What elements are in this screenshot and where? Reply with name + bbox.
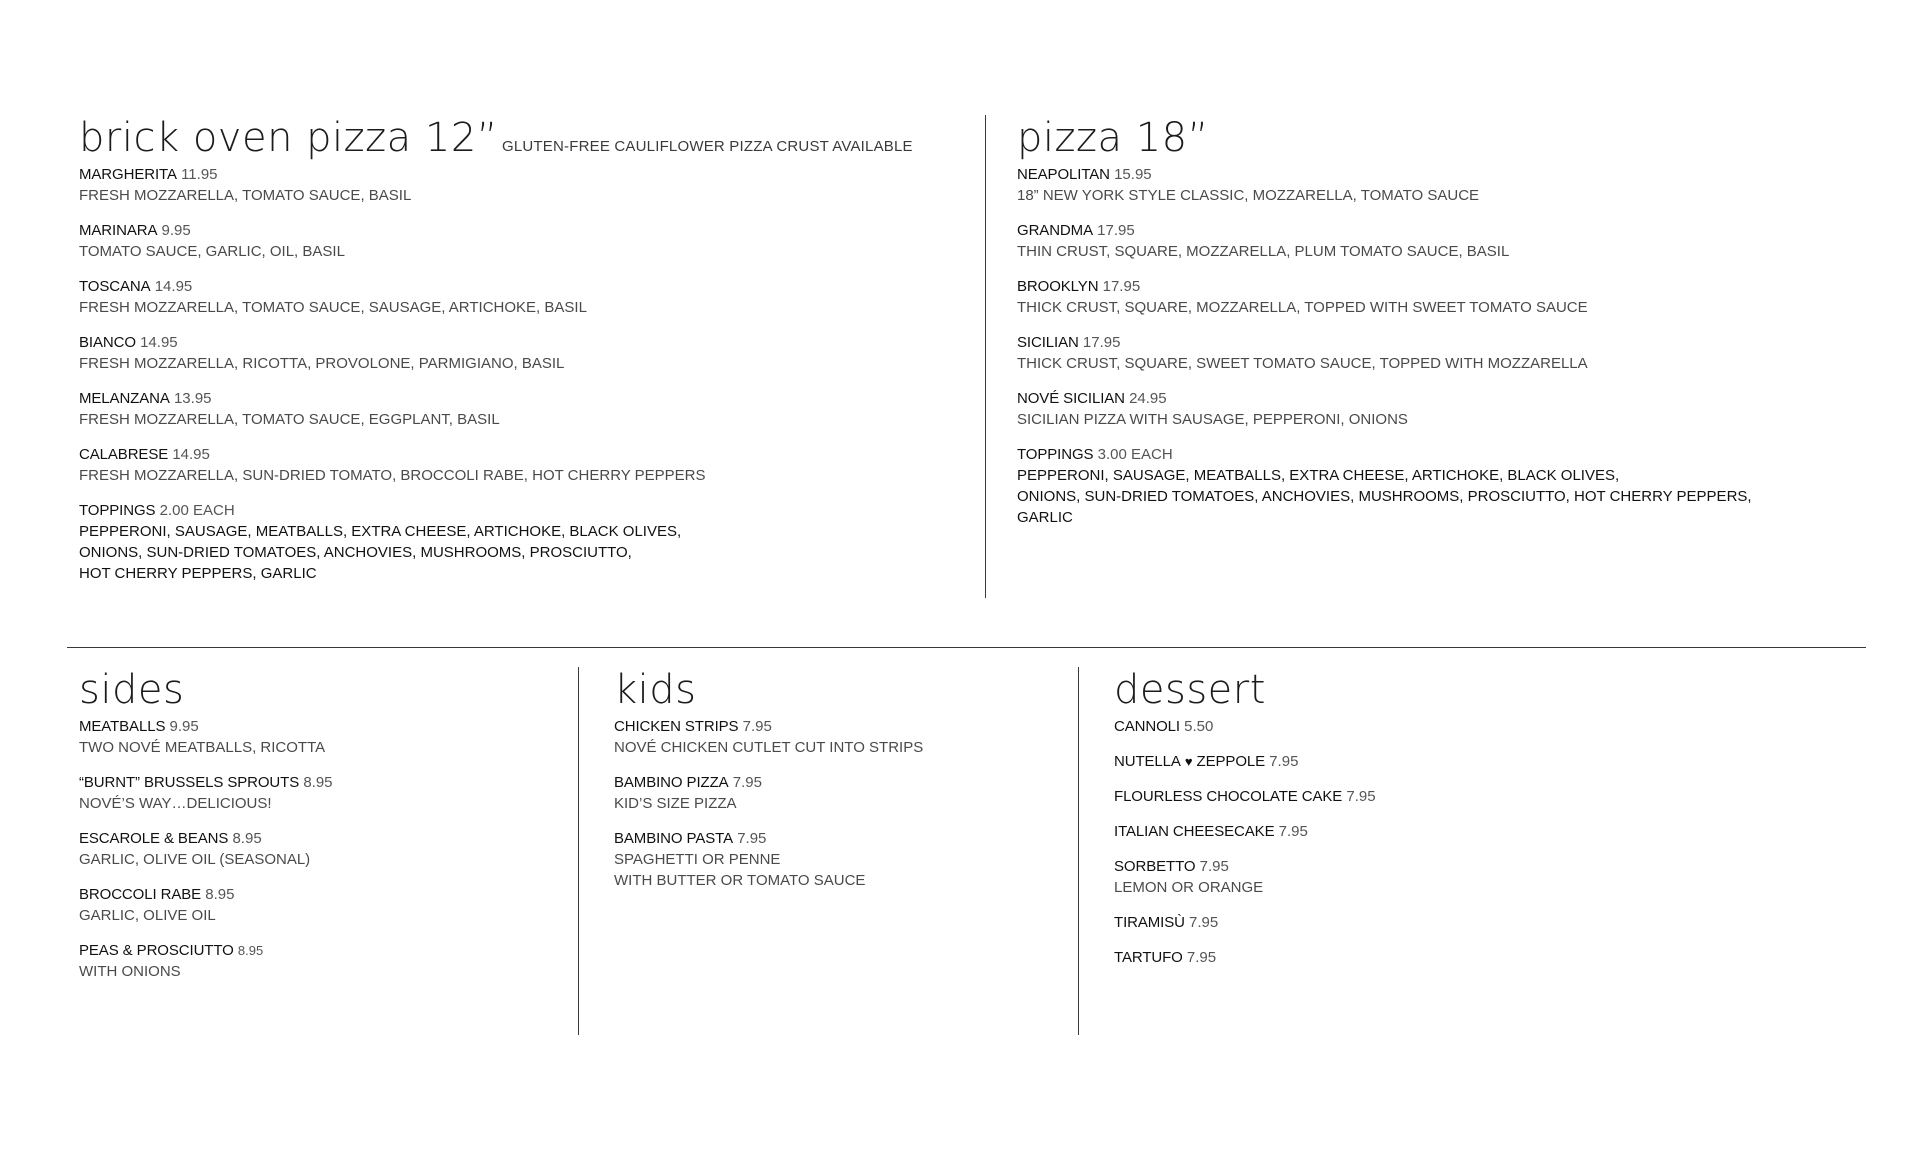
item-price: 7.95 (1199, 858, 1229, 875)
menu-item (614, 772, 1054, 814)
item-name: MARINARA (79, 222, 158, 239)
item-price: 8.95 (232, 830, 262, 847)
item-price: 14.95 (154, 278, 193, 295)
item-desc-2: WITH BUTTER OR TOMATO SAUCE (614, 872, 866, 889)
menu-item (79, 388, 959, 430)
item-name: NEAPOLITAN (1017, 166, 1110, 183)
item-name: BAMBINO PIZZA (614, 774, 729, 791)
toppings-label: TOPPINGS (1017, 446, 1094, 463)
item-desc: FRESH MOZZARELLA, TOMATO SAUCE, SAUSAGE, ARTICHOKE, BASIL (79, 299, 587, 316)
menu-item (614, 828, 1054, 891)
item-name: CANNOLI (1114, 718, 1180, 735)
menu-item (79, 220, 959, 262)
section-title (79, 115, 959, 164)
heart-icon: ♥ (1184, 754, 1193, 769)
item-price: 24.95 (1129, 390, 1167, 407)
item-name: GRANDMA (1017, 222, 1093, 239)
item-price: 7.95 (1269, 753, 1299, 770)
item-name-2: ZEPPOLE (1196, 753, 1266, 770)
menu-item (1017, 164, 1897, 206)
menu-item (79, 716, 559, 758)
item-desc: KID’S SIZE PIZZA (614, 795, 737, 812)
item-desc: WITH ONIONS (79, 963, 181, 980)
item-price: 9.95 (161, 222, 191, 239)
section-dessert (1114, 667, 1714, 982)
menu-item (614, 716, 1054, 758)
section-pizza-18 (1017, 115, 1897, 542)
item-name: TOSCANA (79, 278, 151, 295)
menu-item (1017, 332, 1897, 374)
divider-vertical-sides-kids (578, 667, 579, 1035)
menu-item (79, 444, 959, 486)
item-price: 15.95 (1114, 166, 1152, 183)
item-name: FLOURLESS CHOCOLATE CAKE (1114, 788, 1343, 805)
item-price: 9.95 (169, 718, 199, 735)
item-desc: FRESH MOZZARELLA, TOMATO SAUCE, EGGPLANT, BASIL (79, 411, 500, 428)
toppings-line: GARLIC (1017, 509, 1073, 526)
menu-item (1114, 786, 1714, 807)
item-name: NUTELLA (1114, 753, 1181, 770)
item-name: SORBETTO (1114, 858, 1196, 875)
menu-item (1114, 912, 1714, 933)
section-brick-oven-pizza (79, 115, 959, 598)
toppings (79, 500, 959, 584)
item-desc: THICK CRUST, SQUARE, SWEET TOMATO SAUCE, TOPPED WITH MOZZARELLA (1017, 355, 1588, 372)
item-desc: NOVÉ’S WAY…DELICIOUS! (79, 795, 272, 812)
item-price: 7.95 (1186, 949, 1217, 966)
item-name: SICILIAN (1017, 334, 1079, 351)
item-name: BROOKLYN (1017, 278, 1099, 295)
item-price: 8.95 (237, 943, 264, 958)
toppings-line: ONIONS, SUN-DRIED TOMATOES, ANCHOVIES, MUSHROOMS, PROSCIUTTO, (79, 544, 632, 561)
item-desc: FRESH MOZZARELLA, RICOTTA, PROVOLONE, PARMIGIANO, BASIL (79, 355, 565, 372)
section-sides (79, 667, 559, 996)
item-desc: GARLIC, OLIVE OIL (79, 907, 216, 924)
item-price: 7.95 (737, 830, 767, 847)
menu-item (79, 332, 959, 374)
item-price: 7.95 (1346, 788, 1376, 805)
item-price: 17.95 (1097, 222, 1135, 239)
menu-item (79, 940, 559, 982)
menu-item (1114, 821, 1714, 842)
divider-vertical-top (985, 115, 986, 598)
section-title: dessert (1114, 667, 1266, 713)
item-name: BROCCOLI RABE (79, 886, 202, 903)
item-name: ESCAROLE & BEANS (79, 830, 229, 847)
menu-item (1017, 276, 1897, 318)
menu-item (79, 164, 959, 206)
item-price: 5.50 (1184, 718, 1214, 735)
menu-item (79, 276, 959, 318)
item-name: TARTUFO (1114, 949, 1183, 966)
item-desc: FRESH MOZZARELLA, TOMATO SAUCE, BASIL (79, 187, 412, 204)
menu-item (1017, 220, 1897, 262)
menu-item (1114, 856, 1714, 898)
item-desc: THIN CRUST, SQUARE, MOZZARELLA, PLUM TOMATO SAUCE, BASIL (1017, 243, 1510, 260)
item-name: NOVÉ SICILIAN (1017, 390, 1125, 407)
toppings-line: ONIONS, SUN-DRIED TOMATOES, ANCHOVIES, MUSHROOMS, PROSCIUTTO, HOT CHERRY PEPPERS, (1017, 488, 1752, 505)
item-price: 8.95 (205, 886, 235, 903)
item-name: MARGHERITA (79, 166, 177, 183)
item-name: BIANCO (79, 334, 136, 351)
item-name: TIRAMISÙ (1114, 914, 1185, 931)
toppings (1017, 444, 1897, 528)
item-desc: THICK CRUST, SQUARE, MOZZARELLA, TOPPED WITH SWEET TOMATO SAUCE (1017, 299, 1588, 316)
item-desc: TWO NOVÉ MEATBALLS, RICOTTA (79, 739, 326, 756)
menu-item (1017, 388, 1897, 430)
toppings-line: PEPPERONI, SAUSAGE, MEATBALLS, EXTRA CHEESE, ARTICHOKE, BLACK OLIVES, (1017, 467, 1620, 484)
menu-item (79, 828, 559, 870)
item-price: 7.95 (732, 774, 762, 791)
item-desc: LEMON OR ORANGE (1114, 879, 1264, 896)
item-price: 7.95 (1278, 823, 1308, 840)
divider-vertical-kids-dessert (1078, 667, 1079, 1035)
menu-item (79, 884, 559, 926)
item-price: 14.95 (140, 334, 178, 351)
menu-item (1114, 947, 1714, 968)
item-name: MEATBALLS (79, 718, 166, 735)
item-desc: NOVÉ CHICKEN CUTLET CUT INTO STRIPS (614, 739, 924, 756)
section-kids (614, 667, 1054, 905)
section-title: kids (614, 667, 697, 713)
menu-item (79, 772, 559, 814)
toppings-line: HOT CHERRY PEPPERS, GARLIC (79, 565, 317, 582)
item-desc: SICILIAN PIZZA WITH SAUSAGE, PEPPERONI, ONIONS (1017, 411, 1408, 428)
item-price: 8.95 (303, 774, 333, 791)
item-price: 14.95 (172, 446, 210, 463)
item-price: 11.95 (181, 166, 218, 183)
gluten-free-note: GLUTEN-FREE CAULIFLOWER PIZZA CRUST AVAILABLE (501, 138, 913, 155)
toppings-price: 2.00 EACH (159, 502, 235, 519)
item-price: 17.95 (1102, 278, 1141, 295)
item-desc: 18” NEW YORK STYLE CLASSIC, MOZZARELLA, TOMATO SAUCE (1017, 187, 1480, 204)
section-title: pizza 18” (1017, 115, 1209, 161)
item-price: 7.95 (742, 718, 772, 735)
item-name: ITALIAN CHEESECAKE (1114, 823, 1275, 840)
item-name: CHICKEN STRIPS (614, 718, 739, 735)
section-title: sides (79, 667, 185, 713)
item-desc: TOMATO SAUCE, GARLIC, OIL, BASIL (79, 243, 345, 260)
divider-horizontal (67, 647, 1866, 648)
menu-item (1114, 716, 1714, 737)
item-desc: SPAGHETTI OR PENNE (614, 851, 781, 868)
item-price: 13.95 (173, 390, 212, 407)
item-name: CALABRESE (79, 446, 169, 463)
menu-item (1114, 751, 1714, 772)
item-name: “BURNT” BRUSSELS SPROUTS (79, 774, 300, 791)
title-text: brick oven pizza 12” (79, 115, 498, 161)
item-name: PEAS & PROSCIUTTO (79, 942, 234, 959)
toppings-price: 3.00 EACH (1097, 446, 1173, 463)
item-price: 17.95 (1082, 334, 1121, 351)
item-name: MELANZANA (79, 390, 170, 407)
item-desc: FRESH MOZZARELLA, SUN-DRIED TOMATO, BROCCOLI RABE, HOT CHERRY PEPPERS (79, 467, 706, 484)
item-name: BAMBINO PASTA (614, 830, 734, 847)
item-desc: GARLIC, OLIVE OIL (SEASONAL) (79, 851, 311, 868)
toppings-label: TOPPINGS (79, 502, 156, 519)
item-price: 7.95 (1189, 914, 1219, 931)
toppings-line: PEPPERONI, SAUSAGE, MEATBALLS, EXTRA CHEESE, ARTICHOKE, BLACK OLIVES, (79, 523, 682, 540)
